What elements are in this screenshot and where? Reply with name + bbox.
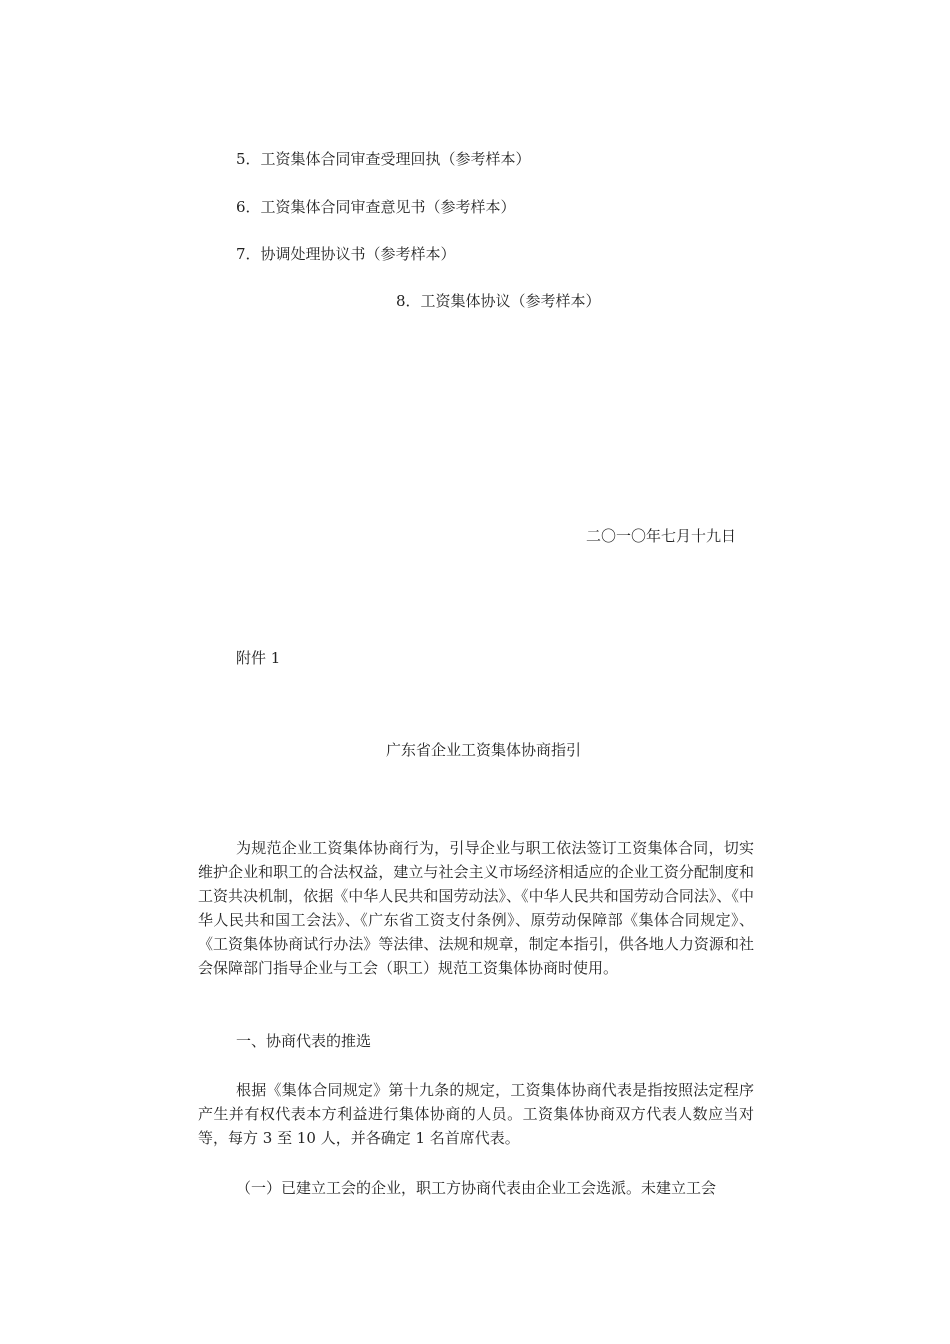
document-date: 二〇一〇年七月十九日 — [586, 527, 737, 545]
attachment-label: 附件 1 — [236, 649, 281, 667]
intro-paragraph: 为规范企业工资集体协商行为，引导企业与职工依法签订工资集体合同，切实维护企业和职工的合法权益，建立与社会主义市场经济相适应的企业工资分配制度和工资共决机制，依据《中华人民共和国劳动法》、《中华人民共和国劳动合同法》、《中华人民共和国工会法》、《广东省工资支付条例》、原劳动保障部《集体合同规定》、《工资集体协商试行办法》等法律、法规和规章，制定本指引，供各地人力资源和社会保障部门指导企业与工会（职工）规范工资集体协商时使用。 — [198, 839, 754, 977]
attachment-list-item-6: 6．工资集体合同审查意见书（参考样本） — [236, 198, 516, 216]
attachment-list-item-5: 5．工资集体合同审查受理回执（参考样本） — [236, 150, 531, 168]
document-title: 广东省企业工资集体协商指引 — [386, 741, 582, 759]
section-heading: 一、协商代表的推选 — [236, 1032, 372, 1050]
section-paragraph: 根据《集体合同规定》第十九条的规定，工资集体协商代表是指按照法定程序产生并有权代表本方利益进行集体协商的人员。工资集体协商双方代表人数应当对等，每方 3 至 10 人，并各确定 1 名首席代表。 — [198, 1081, 754, 1147]
subsection-paragraph: （一）已建立工会的企业，职工方协商代表由企业工会选派。未建立工会 — [236, 1179, 717, 1197]
attachment-list-item-8: 8．工资集体协议（参考样本） — [396, 292, 601, 310]
attachment-list-item-7: 7．协调处理协议书（参考样本） — [236, 245, 456, 263]
